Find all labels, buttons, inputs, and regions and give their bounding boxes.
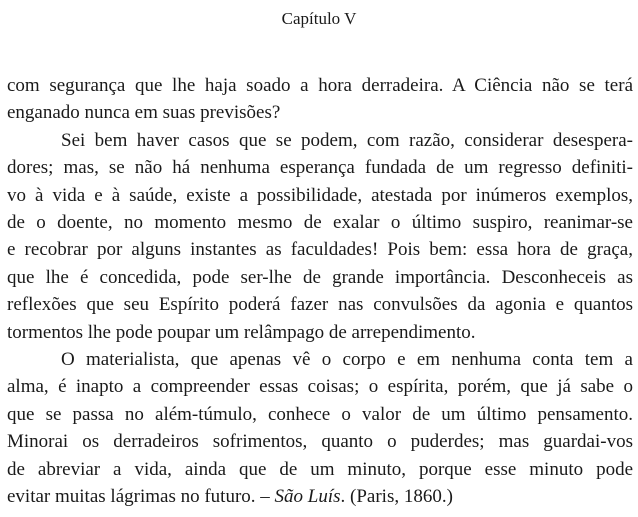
text-line: que lhe é concedida, pode ser-lhe de grande importância. Desconheceis as — [7, 266, 633, 288]
text-line: O materialista, que apenas vê o corpo e em nenhuma conta tem a — [61, 349, 633, 371]
paragraph-3 — [7, 346, 633, 510]
text-line: Minorai os derradeiros sofrimentos, quanto o puderdes; mas guardai-vos — [7, 431, 633, 453]
text-line: de abreviar a vida, ainda que de um minuto, porque esse minuto pode — [7, 458, 633, 480]
text-line: com segurança que lhe haja soado a hora derradeira. A Ciência não se terá — [7, 75, 633, 96]
text-line: tormentos lhe pode poupar um relâmpago de arrependimento. — [7, 321, 476, 343]
text-line: alma, é inapto a compreender essas coisas; o espírita, porém, que já sabe o — [7, 376, 633, 398]
text-line: enganado nunca em suas previsões? — [7, 102, 281, 124]
text-line: reflexões que seu Espírito poderá fazer nas convulsões da agonia e quantos — [7, 294, 633, 316]
paragraph-2 — [7, 127, 633, 346]
text-line: de o doente, no momento mesmo de exalar o último suspiro, reanimar-se — [7, 212, 633, 234]
final-line-suffix: . (Paris, 1860.) — [340, 486, 453, 508]
text-line: e recobrar por alguns instantes as faculdades! Pois bem: essa hora de graça, — [7, 239, 633, 261]
text-line: que se passa no além-túmulo, conhece o valor de um último pensamento. — [7, 403, 633, 425]
text-line: Sei bem haver casos que se podem, com razão, considerar desespera- — [61, 129, 633, 151]
final-line-prefix: evitar muitas lágrimas no futuro. – — [7, 486, 275, 508]
paragraph-1 — [7, 72, 633, 127]
text-line: vo à vida e à saúde, existe a possibilidade, atestada por inúmeros exemplos, — [7, 184, 633, 206]
body-text — [7, 72, 633, 511]
running-header: Capítulo V — [281, 9, 357, 28]
text-line: dores; mas, se não há nenhuma esperança fundada de um regresso definiti- — [7, 157, 633, 179]
final-text-line — [7, 483, 633, 510]
author-signature: São Luís — [274, 486, 341, 508]
